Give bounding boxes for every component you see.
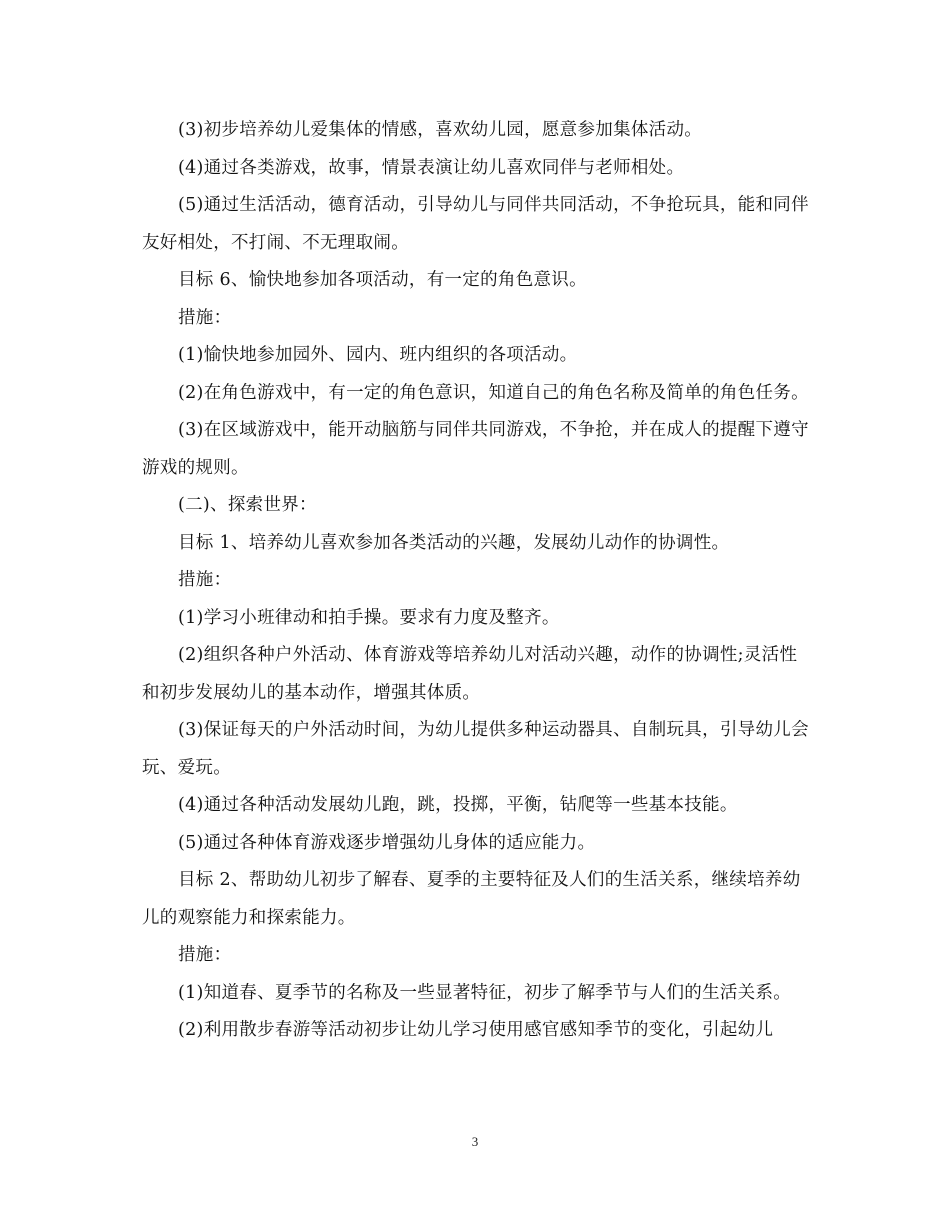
paragraph: 目标 6、愉快地参加各项活动，有一定的角色意识。 xyxy=(178,270,587,290)
paragraph: (2)组织各种户外活动、体育游戏等培养幼儿对活动兴趣，动作的协调性;灵活性和初步发展幼儿的基本动作，增强其体质。 xyxy=(142,645,798,703)
paragraph: (4)通过各类游戏，故事，情景表演让幼儿喜欢同伴与老师相处。 xyxy=(178,157,685,178)
paragraph: (3)初步培养幼儿爱集体的情感，喜欢幼儿园，愿意参加集体活动。 xyxy=(178,120,703,140)
paragraph: (1)学习小班律动和拍手操。要求有力度及整齐。 xyxy=(178,607,560,628)
paragraph: (1)愉快地参加园外、园内、班内组织的各项活动。 xyxy=(178,345,578,365)
document-body xyxy=(142,112,810,1050)
paragraph: 措施： xyxy=(178,945,232,965)
section-heading: (二)、探索世界： xyxy=(178,495,317,515)
paragraph: 措施： xyxy=(178,570,232,590)
paragraph: (2)利用散步春游等活动初步让幼儿学习使用感官感知季节的变化，引起幼儿 xyxy=(178,1020,774,1040)
paragraph: (5)通过生活活动，德育活动，引导幼儿与同伴共同活动，不争抢玩具，能和同伴友好相处，不打闹、不无理取闹。 xyxy=(142,195,809,253)
paragraph: 目标 1、培养幼儿喜欢参加各类活动的兴趣，发展幼儿动作的协调性。 xyxy=(178,532,730,553)
paragraph: (2)在角色游戏中，有一定的角色意识，知道自己的角色名称及简单的角色任务。 xyxy=(178,382,809,403)
page-number: 3 xyxy=(471,1134,479,1149)
paragraph: (3)在区域游戏中，能开动脑筋与同伴共同游戏，不争抢，并在成人的提醒下遵守游戏的规则。 xyxy=(142,420,809,478)
paragraph: (5)通过各种体育游戏逐步增强幼儿身体的适应能力。 xyxy=(178,832,596,853)
paragraph: 措施： xyxy=(178,307,232,328)
paragraph: (3)保证每天的户外活动时间，为幼儿提供多种运动器具、自制玩具，引导幼儿会玩、爱玩。 xyxy=(142,720,809,778)
paragraph: (1)知道春、夏季节的名称及一些显著特征，初步了解季节与人们的生活关系。 xyxy=(178,982,792,1003)
paragraph: (4)通过各种活动发展幼儿跑，跳，投掷，平衡，钻爬等一些基本技能。 xyxy=(178,795,738,815)
paragraph: 目标 2、帮助幼儿初步了解春、夏季的主要特征及人们的生活关系，继续培养幼儿的观察能力和探索能力。 xyxy=(142,870,801,928)
